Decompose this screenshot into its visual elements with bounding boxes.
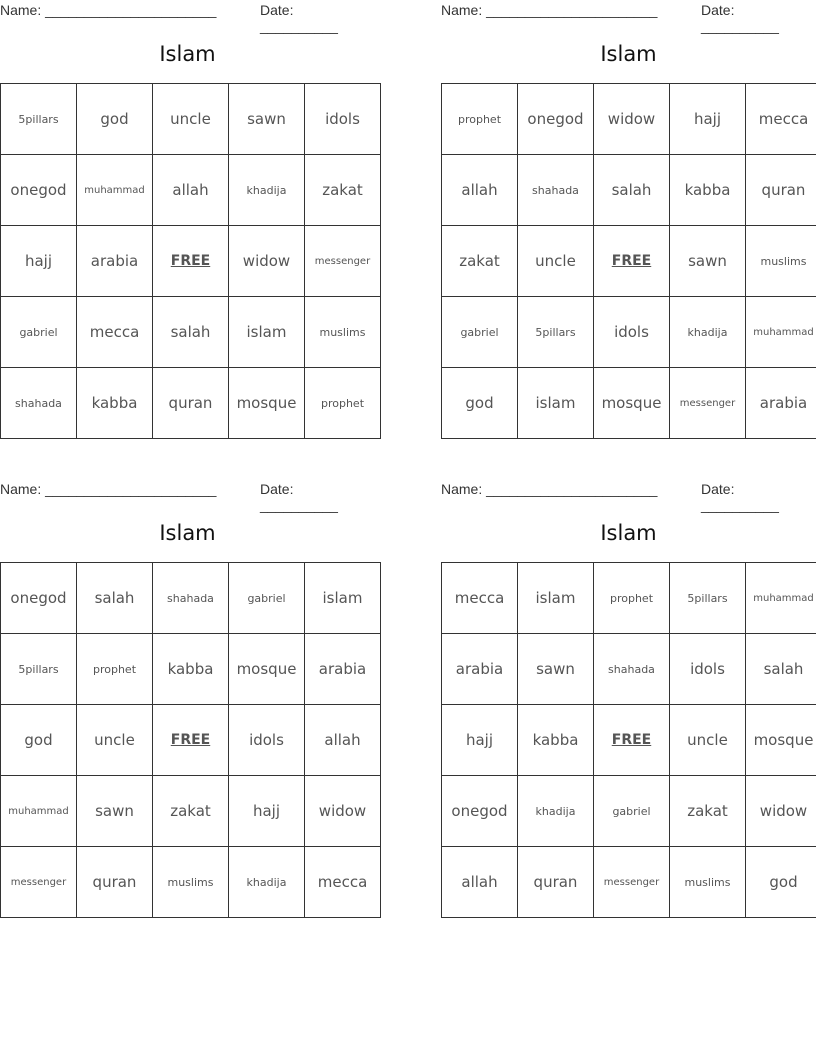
date-field: Date: __________ — [260, 2, 338, 34]
grid-cell: prophet — [305, 368, 381, 439]
grid-cell: kabba — [518, 705, 594, 776]
name-field: Name: ______________________ — [0, 481, 217, 497]
grid-cell: kabba — [153, 634, 229, 705]
grid-row — [1, 563, 381, 634]
bingo-grid — [0, 83, 381, 439]
grid-cell: muslims — [746, 226, 816, 297]
grid-cell: onegod — [1, 563, 77, 634]
bingo-grid — [0, 562, 381, 918]
grid-cell: idols — [594, 297, 670, 368]
free-space: FREE — [153, 226, 229, 297]
grid-cell: hajj — [1, 226, 77, 297]
grid-cell: uncle — [77, 705, 153, 776]
grid-row — [1, 155, 381, 226]
grid-row — [442, 776, 816, 847]
grid-cell: uncle — [670, 705, 746, 776]
bingo-card-2 — [441, 0, 816, 440]
grid-row — [442, 705, 816, 776]
grid-cell: sawn — [670, 226, 746, 297]
bingo-card-1 — [0, 0, 375, 440]
grid-row — [1, 84, 381, 155]
grid-cell: messenger — [1, 847, 77, 918]
grid-cell: mosque — [594, 368, 670, 439]
card-title: Islam — [159, 42, 216, 66]
bingo-card-4 — [441, 479, 816, 919]
name-field: Name: ______________________ — [441, 2, 658, 18]
grid-row — [1, 297, 381, 368]
grid-cell: muslims — [305, 297, 381, 368]
free-space: FREE — [594, 705, 670, 776]
grid-cell: islam — [518, 368, 594, 439]
bingo-card-3 — [0, 479, 375, 919]
grid-row — [1, 847, 381, 918]
grid-cell: 5pillars — [1, 84, 77, 155]
grid-cell: mecca — [305, 847, 381, 918]
grid-cell: allah — [153, 155, 229, 226]
grid-cell: 5pillars — [518, 297, 594, 368]
grid-cell: muhammad — [746, 297, 816, 368]
grid-cell: salah — [153, 297, 229, 368]
grid-cell: zakat — [153, 776, 229, 847]
bingo-grid — [441, 83, 816, 439]
name-field: Name: ______________________ — [441, 481, 658, 497]
grid-cell: allah — [442, 155, 518, 226]
grid-cell: mecca — [746, 84, 816, 155]
grid-row — [442, 155, 816, 226]
grid-cell: salah — [594, 155, 670, 226]
grid-cell: prophet — [77, 634, 153, 705]
grid-row — [442, 297, 816, 368]
grid-cell: shahada — [153, 563, 229, 634]
grid-cell: zakat — [670, 776, 746, 847]
grid-cell: islam — [305, 563, 381, 634]
grid-cell: mosque — [746, 705, 816, 776]
grid-cell: muslims — [670, 847, 746, 918]
grid-cell: god — [77, 84, 153, 155]
grid-cell: islam — [229, 297, 305, 368]
grid-cell: arabia — [746, 368, 816, 439]
date-field: Date: __________ — [701, 481, 779, 513]
date-field: Date: __________ — [701, 2, 779, 34]
grid-cell: god — [1, 705, 77, 776]
grid-cell: muhammad — [746, 563, 816, 634]
grid-cell: mosque — [229, 368, 305, 439]
grid-cell: khadija — [670, 297, 746, 368]
grid-cell: muslims — [153, 847, 229, 918]
grid-cell: 5pillars — [670, 563, 746, 634]
card-title: Islam — [159, 521, 216, 545]
grid-cell: shahada — [1, 368, 77, 439]
date-field: Date: __________ — [260, 481, 338, 513]
grid-cell: khadija — [229, 847, 305, 918]
grid-cell: messenger — [305, 226, 381, 297]
grid-cell: gabriel — [1, 297, 77, 368]
grid-cell: onegod — [518, 84, 594, 155]
free-space: FREE — [594, 226, 670, 297]
grid-cell: idols — [229, 705, 305, 776]
grid-cell: god — [442, 368, 518, 439]
grid-cell: muhammad — [1, 776, 77, 847]
grid-cell: prophet — [442, 84, 518, 155]
card-header — [441, 481, 816, 513]
grid-cell: widow — [229, 226, 305, 297]
grid-cell: arabia — [77, 226, 153, 297]
grid-cell: uncle — [518, 226, 594, 297]
grid-cell: hajj — [670, 84, 746, 155]
grid-cell: salah — [77, 563, 153, 634]
grid-row — [1, 368, 381, 439]
grid-row — [442, 847, 816, 918]
grid-cell: hajj — [442, 705, 518, 776]
grid-cell: islam — [518, 563, 594, 634]
grid-cell: sawn — [518, 634, 594, 705]
grid-cell: gabriel — [442, 297, 518, 368]
grid-row — [442, 563, 816, 634]
name-field: Name: ______________________ — [0, 2, 217, 18]
grid-cell: widow — [594, 84, 670, 155]
grid-cell: kabba — [77, 368, 153, 439]
grid-cell: onegod — [442, 776, 518, 847]
grid-row — [442, 368, 816, 439]
grid-cell: uncle — [153, 84, 229, 155]
grid-cell: mosque — [229, 634, 305, 705]
card-title: Islam — [600, 521, 657, 545]
grid-row — [1, 226, 381, 297]
card-header — [441, 2, 816, 34]
grid-row — [1, 705, 381, 776]
grid-cell: widow — [305, 776, 381, 847]
grid-cell: khadija — [229, 155, 305, 226]
free-space: FREE — [153, 705, 229, 776]
grid-cell: khadija — [518, 776, 594, 847]
grid-cell: shahada — [594, 634, 670, 705]
grid-cell: arabia — [442, 634, 518, 705]
card-header — [0, 2, 375, 34]
grid-row — [442, 634, 816, 705]
grid-cell: sawn — [77, 776, 153, 847]
grid-row — [442, 84, 816, 155]
grid-cell: idols — [670, 634, 746, 705]
grid-cell: shahada — [518, 155, 594, 226]
bingo-grid — [441, 562, 816, 918]
grid-cell: mecca — [442, 563, 518, 634]
grid-cell: zakat — [442, 226, 518, 297]
grid-cell: idols — [305, 84, 381, 155]
grid-cell: allah — [442, 847, 518, 918]
grid-cell: gabriel — [594, 776, 670, 847]
grid-cell: allah — [305, 705, 381, 776]
grid-row — [1, 634, 381, 705]
card-header — [0, 481, 375, 513]
grid-cell: onegod — [1, 155, 77, 226]
grid-cell: kabba — [670, 155, 746, 226]
grid-cell: zakat — [305, 155, 381, 226]
grid-cell: hajj — [229, 776, 305, 847]
grid-cell: salah — [746, 634, 816, 705]
grid-row — [442, 226, 816, 297]
grid-cell: messenger — [670, 368, 746, 439]
grid-cell: god — [746, 847, 816, 918]
grid-cell: arabia — [305, 634, 381, 705]
grid-cell: quran — [518, 847, 594, 918]
card-title: Islam — [600, 42, 657, 66]
grid-cell: quran — [77, 847, 153, 918]
grid-cell: gabriel — [229, 563, 305, 634]
grid-cell: messenger — [594, 847, 670, 918]
grid-cell: quran — [153, 368, 229, 439]
grid-cell: mecca — [77, 297, 153, 368]
grid-cell: sawn — [229, 84, 305, 155]
grid-cell: 5pillars — [1, 634, 77, 705]
grid-cell: muhammad — [77, 155, 153, 226]
grid-cell: prophet — [594, 563, 670, 634]
grid-cell: quran — [746, 155, 816, 226]
grid-cell: widow — [746, 776, 816, 847]
grid-row — [1, 776, 381, 847]
